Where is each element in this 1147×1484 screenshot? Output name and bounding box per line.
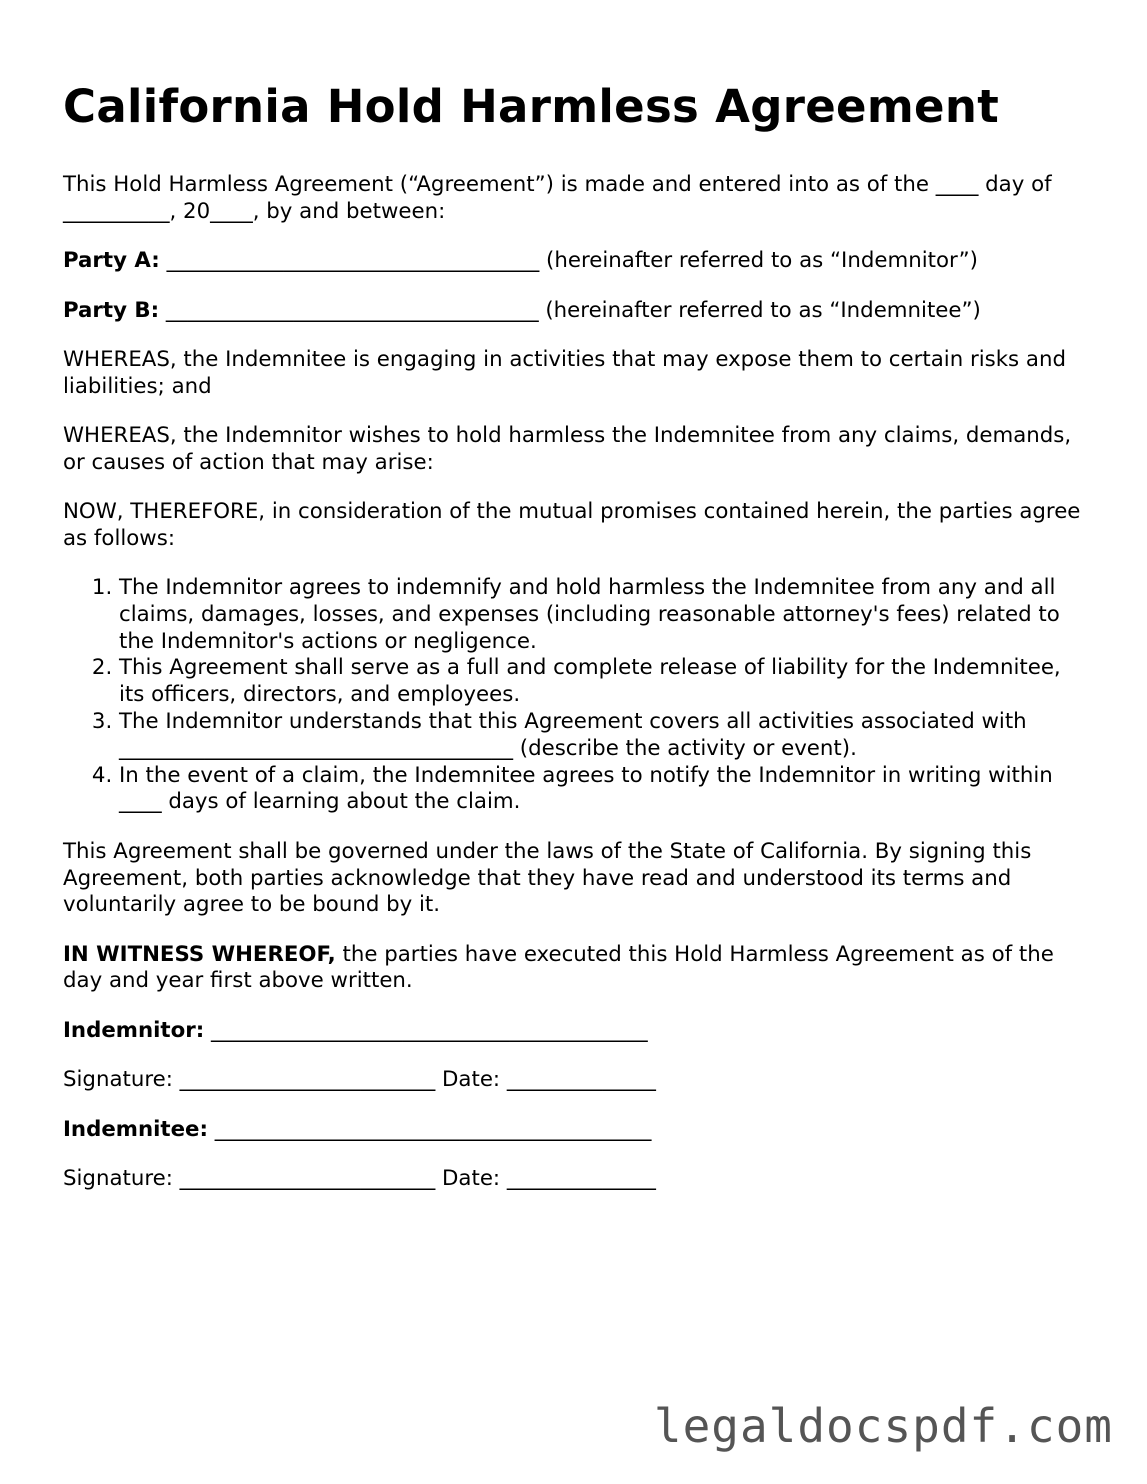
term-item: 3. The Indemnitor understands that this Agreement covers all activities associated with _____________________________________ (describe the activity or event). xyxy=(119,709,1088,763)
party-a-text: ___________________________________ (hereinafter referred to as “Indemnitor”) xyxy=(159,248,978,273)
indemnitor-blank: _________________________________________ xyxy=(204,1017,648,1043)
indemnitee-signature-line: Signature: ________________________ Date: ______________ xyxy=(63,1166,656,1192)
term-item: 2. This Agreement shall serve as a full and complete release of liability for the Indemnitee, its officers, directors, and employees. xyxy=(119,655,1088,709)
whereas-paragraph-2: WHEREAS, the Indemnitor wishes to hold harmless the Indemnitee from any claims, demands, or causes of action that may arise: xyxy=(63,423,1072,475)
term-item: 4. In the event of a claim, the Indemnitee agrees to notify the Indemnitor in writing within ____ days of learning about the claim. xyxy=(119,763,1088,817)
indemnitee-name-line xyxy=(63,1117,1088,1144)
terms-list xyxy=(63,575,1088,816)
intro-paragraph: This Hold Harmless Agreement (“Agreement”) is made and entered into as of the ____ day of __________, 20____, by and between: xyxy=(63,172,1052,224)
indemnitee-label: Indemnitee: xyxy=(63,1116,209,1142)
watermark-text: legaldocspdf.com xyxy=(653,1399,1113,1453)
document-title: California Hold Harmless Agreement xyxy=(63,80,1000,133)
indemnitor-label: Indemnitor: xyxy=(63,1017,205,1043)
whereas-paragraph-1: WHEREAS, the Indemnitee is engaging in activities that may expose them to certain risks and liabilities; and xyxy=(63,347,1066,399)
witness-paragraph xyxy=(63,942,1088,995)
party-a-label: Party A: xyxy=(63,248,160,273)
witness-text: the parties have executed this Hold Harmless Agreement as of the day and year first above written. xyxy=(63,941,1054,994)
party-b-label: Party B: xyxy=(63,297,160,323)
indemnitor-name-line xyxy=(63,1018,1088,1045)
now-therefore-paragraph: NOW, THEREFORE, in consideration of the mutual promises contained herein, the parties agree as follows: xyxy=(63,499,1081,551)
indemnitee-blank: _________________________________________ xyxy=(208,1116,652,1142)
party-b-text: ___________________________________ (hereinafter referred to as “Indemnitee”) xyxy=(159,297,981,323)
indemnitor-signature-line: Signature: ________________________ Date: ______________ xyxy=(63,1067,656,1093)
party-a-line xyxy=(63,248,1088,275)
witness-label: IN WITNESS WHEREOF, xyxy=(63,941,336,967)
term-item: 1. The Indemnitor agrees to indemnify and hold harmless the Indemnitee from any and all claims, damages, losses, and expenses (including reasonable attorney's fees) related to the Indemnitor's actions or negligence. xyxy=(119,575,1088,655)
governing-law-paragraph: This Agreement shall be governed under the laws of the State of California. By signing this Agreement, both parties acknowledge that they have read and understood its terms and voluntarily agree to be bound by it. xyxy=(63,839,1032,918)
party-b-line xyxy=(63,298,1088,325)
document-page xyxy=(63,78,1088,1216)
